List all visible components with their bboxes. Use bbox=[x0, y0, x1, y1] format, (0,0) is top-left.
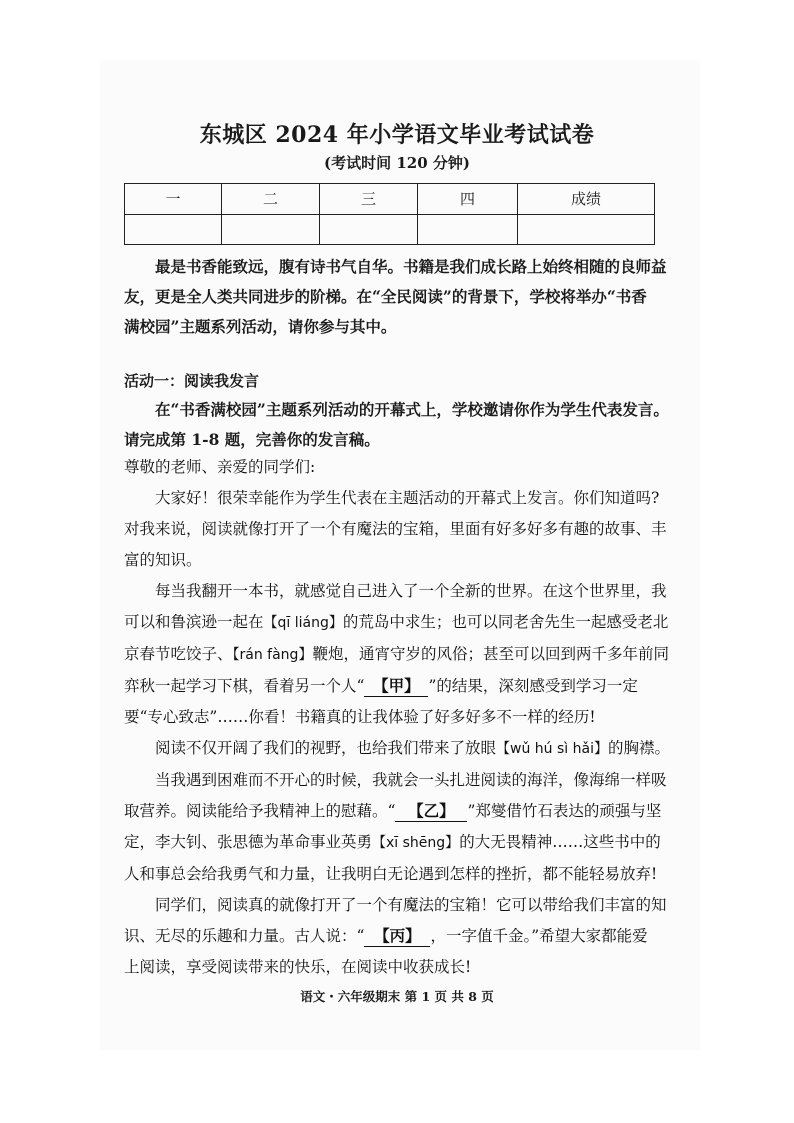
score-cell-3[interactable] bbox=[320, 214, 418, 245]
speech-text: 识、无尽的乐趣和力量。古人说：“ bbox=[124, 927, 365, 945]
instruction-line: 请完成第 1-8 题，完善你的发言稿。 bbox=[124, 430, 380, 449]
exam-title: 东城区 2024 年小学语文毕业考试试卷 bbox=[199, 122, 595, 148]
score-cell-4[interactable] bbox=[418, 214, 518, 245]
speech-draft bbox=[124, 452, 669, 983]
speech-line: 对我来说，阅读就像打开了一个有魔法的宝箱，里面有好多好多有趣的故事、丰 bbox=[124, 520, 667, 538]
page-footer: 语文・六年级期末 第 1 页 共 8 页 bbox=[300, 989, 494, 1004]
speech-text: ”郑燮借竹石表达的顽强与坚 bbox=[467, 802, 662, 820]
speech-line: 富的知识。 bbox=[124, 551, 202, 569]
speech-text: ，一字值千金。”希望大家都能爱 bbox=[430, 927, 648, 945]
intro-paragraph bbox=[124, 252, 667, 342]
pinyin-prompt-wuhusihai: 【wǔ hú sì hǎi】 bbox=[496, 741, 608, 757]
blank-bing[interactable]: 【丙】 bbox=[364, 926, 430, 947]
score-header-1: 一 bbox=[125, 184, 222, 215]
speech-line: 大家好！很荣幸能作为学生代表在主题活动的开幕式上发言。你们知道吗? bbox=[155, 489, 660, 507]
blank-jia[interactable]: 【甲】 bbox=[364, 676, 428, 697]
intro-line: 满校园”主题系列活动，请你参与其中。 bbox=[124, 317, 397, 336]
score-header-3: 三 bbox=[320, 184, 418, 215]
speech-line: 每当我翻开一本书，就感觉自己进入了一个全新的世界。在这个世界里，我 bbox=[155, 582, 667, 600]
speech-text: 弈秋一起学习下棋，看着另一个人“ bbox=[124, 677, 365, 695]
speech-line: 要“专心致志”……你看！书籍真的让我体验了好多好多不一样的经历! bbox=[124, 708, 596, 726]
speech-line: 上阅读，享受阅读带来的快乐，在阅读中收获成长! bbox=[124, 958, 472, 976]
speech-line: 当我遇到困难而不开心的时候，我就会一头扎进阅读的海洋，像海绵一样吸 bbox=[155, 771, 667, 789]
score-table bbox=[124, 183, 655, 245]
intro-line: 友，更是全人类共同进步的阶梯。在“全民阅读”的背景下，学校将举办“书香 bbox=[124, 287, 647, 306]
speech-text: 取营养。阅读能给予我精神上的慰藉。“ bbox=[124, 802, 396, 820]
score-table-header-row bbox=[125, 184, 655, 215]
speech-line bbox=[124, 733, 669, 765]
activity-heading: 活动一：阅读我发言 bbox=[124, 372, 260, 390]
score-cell-total[interactable] bbox=[518, 214, 655, 245]
score-header-2: 二 bbox=[222, 184, 320, 215]
speech-line bbox=[124, 827, 669, 859]
speech-text: ”的结果，深刻感受到学习一定 bbox=[428, 677, 638, 695]
score-header-4: 四 bbox=[418, 184, 518, 215]
pinyin-prompt-qiliang: 【qī liáng】 bbox=[263, 615, 343, 631]
speech-text: 鞭炮，通宵守岁的风俗；甚至可以回到两千多年前同 bbox=[312, 645, 669, 663]
score-header-total: 成绩 bbox=[518, 184, 655, 215]
score-cell-2[interactable] bbox=[222, 214, 320, 245]
speech-line bbox=[124, 671, 669, 702]
speech-line bbox=[124, 639, 669, 671]
speech-line bbox=[124, 607, 669, 639]
speech-line: 同学们，阅读真的就像打开了一个有魔法的宝箱！它可以带给我们丰富的知 bbox=[155, 896, 667, 914]
speech-line bbox=[124, 796, 669, 827]
activity-instructions bbox=[124, 395, 669, 455]
speech-text: 京春节吃饺子、 bbox=[124, 645, 233, 663]
speech-text: 定，李大钊、张思德为革命事业英勇 bbox=[124, 833, 373, 851]
speech-line: 人和事总会给我勇气和力量，让我明白无论遇到怎样的挫折，都不能轻易放弃! bbox=[124, 865, 658, 883]
speech-text: 的胸襟。 bbox=[607, 739, 670, 757]
instruction-line: 在“书香满校园”主题系列活动的开幕式上，学校邀请你作为学生代表发言。 bbox=[155, 400, 669, 419]
pinyin-prompt-ranfang: 【rán fàng】 bbox=[232, 647, 313, 663]
score-table-blank-row bbox=[125, 214, 655, 245]
score-cell-1[interactable] bbox=[125, 214, 222, 245]
speech-text: 的大无畏精神……这些书中的 bbox=[459, 833, 661, 851]
speech-text: 的荒岛中求生；也可以同老舍先生一起感受老北 bbox=[342, 613, 669, 631]
blank-yi[interactable]: 【乙】 bbox=[395, 801, 467, 822]
intro-line: 最是书香能致远，腹有诗书气自华。书籍是我们成长路上始终相随的良师益 bbox=[155, 257, 667, 276]
speech-greeting: 尊敬的老师、亲爱的同学们: bbox=[124, 458, 316, 476]
speech-text: 阅读不仅开阔了我们的视野，也给我们带来了放眼 bbox=[155, 739, 497, 757]
pinyin-prompt-xisheng: 【xī shēng】 bbox=[372, 835, 460, 851]
speech-line bbox=[124, 921, 669, 952]
exam-duration: (考试时间 120 分钟) bbox=[324, 154, 470, 172]
speech-text: 可以和鲁滨逊一起在 bbox=[124, 613, 264, 631]
